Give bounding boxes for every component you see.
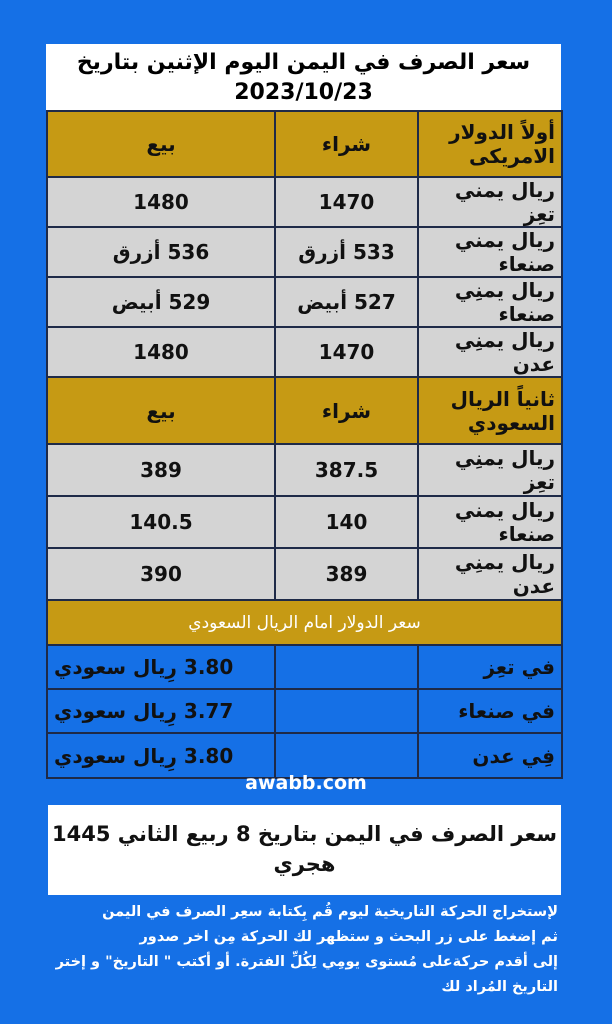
table-row: [47, 548, 562, 600]
currency-name: ريال يمني صنعاء: [418, 227, 562, 277]
sell-value: 1480: [47, 177, 275, 227]
sell-header: بيع: [47, 377, 275, 444]
table-row: [47, 177, 562, 227]
buy-value: 527 أبيض: [275, 277, 418, 327]
usd-header-row: [47, 111, 562, 177]
table-row: [47, 444, 562, 496]
title-date: 2023/10/23: [234, 80, 373, 105]
empty-cell: [275, 645, 418, 689]
rate-value: 3.80 رِيال سعودي: [47, 733, 275, 778]
sell-value: 536 أزرق: [47, 227, 275, 277]
buy-value: 1470: [275, 327, 418, 377]
table-row: [47, 689, 562, 733]
sar-section-title: ثانياً الريال السعودي: [418, 377, 562, 444]
usd-sar-header-row: [47, 600, 562, 645]
currency-name: ريال يمني تعِز: [418, 177, 562, 227]
rate-value: 3.77 رِيال سعودي: [47, 689, 275, 733]
hijri-date-box: [48, 805, 561, 895]
currency-name: ريال يمنِي عدن: [418, 327, 562, 377]
table-row: [47, 277, 562, 327]
instruction-line: التاريخ المُراد لك: [441, 979, 558, 995]
buy-value: 389: [275, 548, 418, 600]
buy-header: شراء: [275, 111, 418, 177]
table-row: [47, 327, 562, 377]
city-name: فِي عدن: [418, 733, 562, 778]
sell-value: 140.5: [47, 496, 275, 548]
sar-header-row: [47, 377, 562, 444]
currency-name: ريال يمني صنعاء: [418, 496, 562, 548]
table-row: [47, 645, 562, 689]
buy-value: 140: [275, 496, 418, 548]
instruction-line: إلى أقدم حركةعلى مُستوى يومِي لِكُلِّ الفترة. أو أكتب " التاريخ" و إختر: [55, 954, 558, 970]
hijri-date-suffix: هجري: [273, 852, 336, 876]
page-title: [46, 44, 561, 110]
buy-value: 1470: [275, 177, 418, 227]
rate-value: 3.80 رِيال سعودي: [47, 645, 275, 689]
sell-value: 529 أبيض: [47, 277, 275, 327]
instructions-text: [30, 900, 558, 1000]
usd-sar-section-title: سعر الدولار امام الريال السعودي: [47, 600, 562, 645]
empty-cell: [275, 689, 418, 733]
sell-value: 1480: [47, 327, 275, 377]
hijri-date-line: سعر الصرف في اليمن بتاريخ 8 ربيع الثاني 1445: [51, 822, 558, 846]
table-row: [47, 496, 562, 548]
title-line: سعر الصرف في اليمن اليوم الإثنين بتاريخ: [76, 50, 531, 75]
buy-value: 533 أزرق: [275, 227, 418, 277]
sell-value: 390: [47, 548, 275, 600]
currency-name: ريال يمنِي تعِز: [418, 444, 562, 496]
sell-value: 389: [47, 444, 275, 496]
website-link[interactable]: awabb.com: [245, 772, 367, 794]
city-name: في صنعاء: [418, 689, 562, 733]
currency-name: ريال يمنِي عدن: [418, 548, 562, 600]
table-row: [47, 227, 562, 277]
buy-value: 387.5: [275, 444, 418, 496]
instruction-line: لإستخراج الحركة التاريخية ليوم قُم بِكتابة سعِر الصرف في اليمن: [102, 904, 558, 920]
instruction-line: ثم إضغط على زر البحث و ستظهر لك الحركة مِن اخر صدور: [139, 929, 558, 945]
currency-name: ريال يمنِي صنعاء: [418, 277, 562, 327]
city-name: في تعِز: [418, 645, 562, 689]
usd-section-title: أولاً الدولار الامريكى: [418, 111, 562, 177]
buy-header: شراء: [275, 377, 418, 444]
sell-header: بيع: [47, 111, 275, 177]
exchange-rates-table: [46, 110, 563, 779]
